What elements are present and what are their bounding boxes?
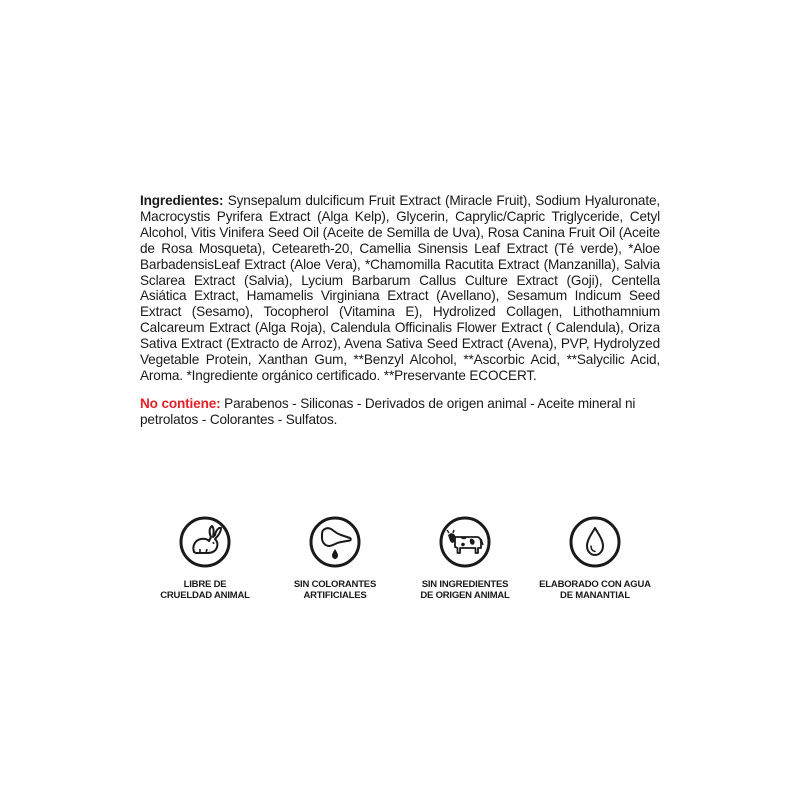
badge-no-colorants-label: SIN COLORANTES ARTIFICIALES xyxy=(293,579,377,601)
not-contains-paragraph xyxy=(140,396,660,428)
badge-spring-water xyxy=(530,515,660,601)
ingredients-panel xyxy=(140,193,660,441)
not-contains-label: No contiene: xyxy=(140,395,221,411)
not-contains-text: Parabenos - Siliconas - Derivados de origen animal - Aceite mineral ni petrolatos - Colorantes - Sulfatos. xyxy=(140,395,636,427)
badge-no-animal-ingredients xyxy=(400,515,530,601)
badge-spring-water-label: ELABORADO CON AGUA DE MANANTIAL xyxy=(539,579,651,601)
badge-cruelty-free xyxy=(140,515,270,601)
badge-cruelty-free-label: LIBRE DE CRUELDAD ANIMAL xyxy=(160,579,250,601)
badge-no-animal-ingredients-label: SIN INGREDIENTES DE ORIGEN ANIMAL xyxy=(420,579,510,601)
dropper-icon xyxy=(308,515,362,569)
ingredients-label: Ingredientes: xyxy=(140,193,224,208)
cow-icon xyxy=(438,515,492,569)
rabbit-icon xyxy=(178,515,232,569)
water-drop-icon xyxy=(568,515,622,569)
badge-row xyxy=(140,515,660,601)
ingredients-text: Synsepalum dulcificum Fruit Extract (Miracle Fruit), Sodium Hyaluronate, Macrocystis Pyrifera Extract (Alga Kelp), Glycerin, Caprylic/Capric Triglyceride, Cetyl Alcohol, Vitis Vinifera Seed Oil (Aceite de Semilla de Uva), Rosa Canina Fruit Oil (Aceite de Rosa Mosqueta), Ceteareth-20, Camellia Sinensis Leaf Extract (Té verde), *Aloe BarbadensisLeaf Extract (Aloe Vera), *Chamomilla Racutita Extract (Manzanilla), Salvia Sclarea Extract (Salvia), Lycium Barbarum Callus Culture Extract (Goji), Centella Asiática Extract, Hamamelis Virginiana Extract (Avellano), Sesamum Indicum Seed Extract (Sesamo), Tocopherol (Vitamina E), Hydrolized Collagen, Lithothamnium Calcareum Extract (Alga Roja), Calendula Officinalis Flower Extract ( Calendula), Oriza Sativa Extract (Extracto de Arroz), Avena Sativa Seed Extract (Avena), PVP, Hydrolyzed Vegetable Protein, Xanthan Gum, **Benzyl Alcohol, **Ascorbic Acid, **Salycilic Acid, Aroma. *Ingrediente orgánico certificado. **Preservante ECOCERT. xyxy=(140,193,660,383)
ingredients-paragraph xyxy=(140,193,660,384)
badge-no-colorants xyxy=(270,515,400,601)
